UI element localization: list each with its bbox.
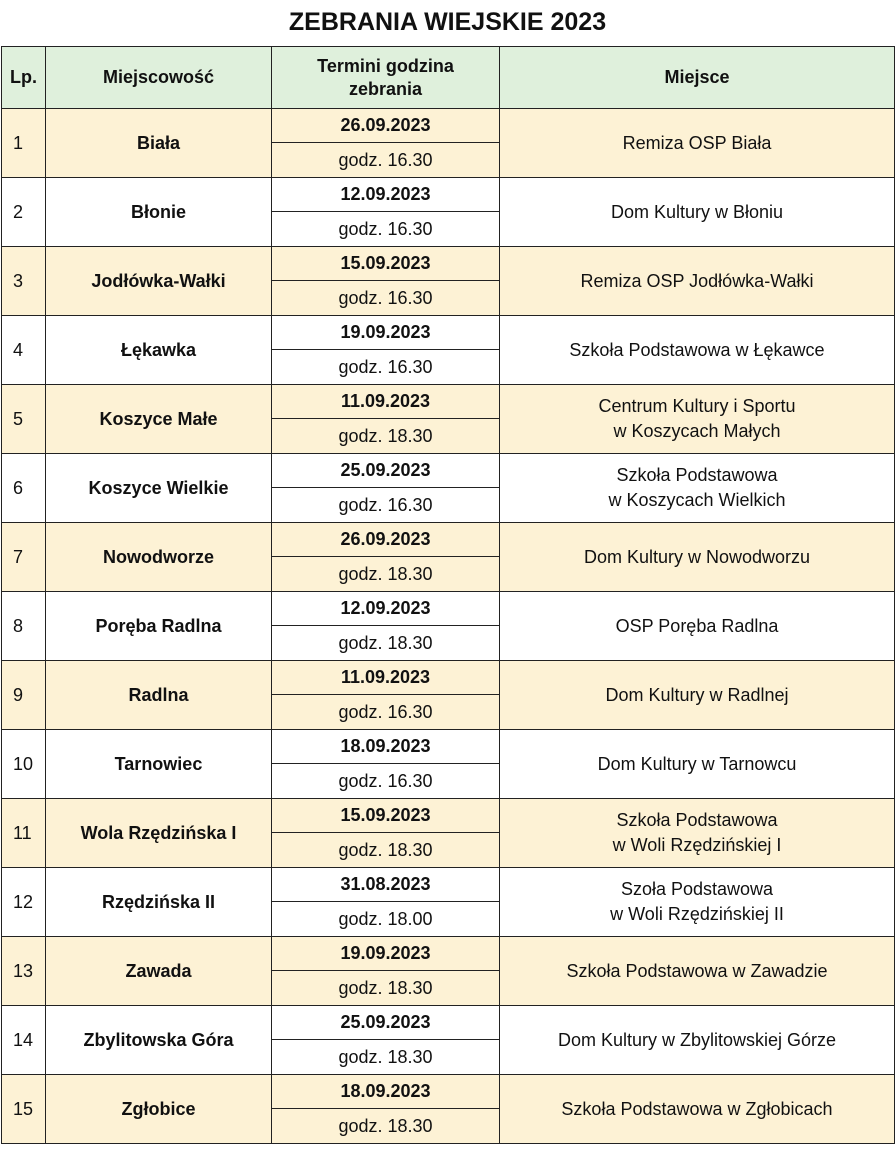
meeting-time: godz. 18.30 [272, 626, 500, 661]
meeting-venue [500, 178, 895, 247]
row-number: 12 [2, 868, 46, 937]
table-row [2, 385, 895, 419]
venue-line1: Szkoła Podstawowa w Łękawce [569, 339, 825, 360]
table-row [2, 454, 895, 488]
row-number: 10 [2, 730, 46, 799]
meeting-time: godz. 18.30 [272, 1040, 500, 1075]
meeting-time: godz. 16.30 [272, 764, 500, 799]
venue-line1: Remiza OSP Biała [622, 132, 772, 153]
venue-line1: OSP Poręba Radlna [615, 615, 779, 636]
table-row [2, 937, 895, 971]
table-row [2, 316, 895, 350]
village-name: Wola Rzędzińska I [46, 799, 272, 868]
meeting-time: godz. 18.30 [272, 833, 500, 868]
venue-line1: Dom Kultury w Nowodworzu [583, 546, 811, 567]
meeting-time: godz. 18.30 [272, 1109, 500, 1144]
meeting-date: 15.09.2023 [272, 247, 500, 281]
meeting-venue [500, 937, 895, 1006]
header-date-time-line1: Termini godzina [317, 55, 454, 76]
row-number: 6 [2, 454, 46, 523]
meeting-venue [500, 385, 895, 454]
meeting-time: godz. 16.30 [272, 695, 500, 730]
meeting-venue [500, 592, 895, 661]
village-name: Nowodworze [46, 523, 272, 592]
venue-line1: Szkoła Podstawowa w Zgłobicach [561, 1098, 833, 1119]
village-name: Zgłobice [46, 1075, 272, 1144]
village-name: Zawada [46, 937, 272, 1006]
meeting-date: 12.09.2023 [272, 178, 500, 212]
meeting-date: 25.09.2023 [272, 454, 500, 488]
meeting-time: godz. 18.00 [272, 902, 500, 937]
meeting-venue [500, 316, 895, 385]
header-lp: Lp. [2, 47, 46, 109]
village-name: Tarnowiec [46, 730, 272, 799]
village-name: Koszyce Wielkie [46, 454, 272, 523]
meeting-venue [500, 661, 895, 730]
meeting-time: godz. 18.30 [272, 557, 500, 592]
meeting-date: 26.09.2023 [272, 523, 500, 557]
venue-line1: Dom Kultury w Błoniu [610, 201, 784, 222]
meeting-venue [500, 109, 895, 178]
meeting-date: 31.08.2023 [272, 868, 500, 902]
table-row [2, 178, 895, 212]
meeting-date: 18.09.2023 [272, 730, 500, 764]
venue-line2: w Koszycach Wielkich [608, 490, 786, 510]
table-row [2, 730, 895, 764]
table-row [2, 247, 895, 281]
meeting-time: godz. 18.30 [272, 419, 500, 454]
village-name: Biała [46, 109, 272, 178]
row-number: 4 [2, 316, 46, 385]
venue-line2: w Woli Rzędzińskiej I [612, 835, 782, 855]
table-row [2, 592, 895, 626]
meeting-time: godz. 16.30 [272, 143, 500, 178]
venue-line1: Centrum Kultury i Sportu [598, 396, 796, 416]
table-row [2, 799, 895, 833]
venue-line1: Szkoła Podstawowa [616, 810, 778, 830]
row-number: 8 [2, 592, 46, 661]
table-row [2, 523, 895, 557]
meeting-venue [500, 247, 895, 316]
venue-line1: Szoła Podstawowa [620, 879, 774, 899]
meeting-time: godz. 16.30 [272, 350, 500, 385]
venue-line2: w Woli Rzędzińskiej II [610, 904, 784, 924]
table-header-row [2, 47, 895, 109]
venue-line2: w Koszycach Małych [613, 421, 781, 441]
header-date-time [272, 47, 500, 109]
village-name: Rzędzińska II [46, 868, 272, 937]
meeting-venue [500, 730, 895, 799]
village-name: Błonie [46, 178, 272, 247]
row-number: 2 [2, 178, 46, 247]
meeting-date: 15.09.2023 [272, 799, 500, 833]
village-name: Radlna [46, 661, 272, 730]
row-number: 11 [2, 799, 46, 868]
meeting-date: 25.09.2023 [272, 1006, 500, 1040]
meeting-date: 11.09.2023 [272, 661, 500, 695]
meeting-time: godz. 16.30 [272, 488, 500, 523]
table-row [2, 109, 895, 143]
row-number: 5 [2, 385, 46, 454]
meeting-date: 18.09.2023 [272, 1075, 500, 1109]
village-name: Jodłówka-Wałki [46, 247, 272, 316]
row-number: 13 [2, 937, 46, 1006]
row-number: 15 [2, 1075, 46, 1144]
page-title: ZEBRANIA WIEJSKIE 2023 [288, 8, 607, 36]
meeting-venue [500, 454, 895, 523]
row-number: 14 [2, 1006, 46, 1075]
header-place-name: Miejscowość [46, 47, 272, 109]
meeting-time: godz. 16.30 [272, 281, 500, 316]
meeting-time: godz. 18.30 [272, 971, 500, 1006]
row-number: 1 [2, 109, 46, 178]
venue-line1: Szkoła Podstawowa w Zawadzie [566, 960, 828, 981]
row-number: 9 [2, 661, 46, 730]
meeting-venue [500, 523, 895, 592]
meeting-venue [500, 1006, 895, 1075]
meeting-venue [500, 868, 895, 937]
venue-line1: Dom Kultury w Radlnej [605, 684, 789, 705]
table-row [2, 1075, 895, 1109]
meeting-date: 12.09.2023 [272, 592, 500, 626]
village-name: Łękawka [46, 316, 272, 385]
table-row [2, 661, 895, 695]
venue-line1: Dom Kultury w Zbylitowskiej Górze [557, 1029, 837, 1050]
meeting-time: godz. 16.30 [272, 212, 500, 247]
row-number: 3 [2, 247, 46, 316]
header-date-time-line2: zebrania [348, 78, 423, 99]
village-name: Poręba Radlna [46, 592, 272, 661]
header-venue: Miejsce [500, 47, 895, 109]
venue-line1: Remiza OSP Jodłówka-Wałki [580, 270, 814, 291]
table-row [2, 868, 895, 902]
village-name: Zbylitowska Góra [46, 1006, 272, 1075]
meeting-date: 11.09.2023 [272, 385, 500, 419]
village-name: Koszyce Małe [46, 385, 272, 454]
venue-line1: Dom Kultury w Tarnowcu [597, 753, 797, 774]
row-number: 7 [2, 523, 46, 592]
venue-line1: Szkoła Podstawowa [616, 465, 778, 485]
meeting-venue [500, 799, 895, 868]
meetings-table [1, 46, 895, 1144]
meeting-date: 26.09.2023 [272, 109, 500, 143]
meeting-date: 19.09.2023 [272, 937, 500, 971]
meeting-date: 19.09.2023 [272, 316, 500, 350]
meeting-venue [500, 1075, 895, 1144]
table-row [2, 1006, 895, 1040]
table-body [2, 109, 895, 1144]
